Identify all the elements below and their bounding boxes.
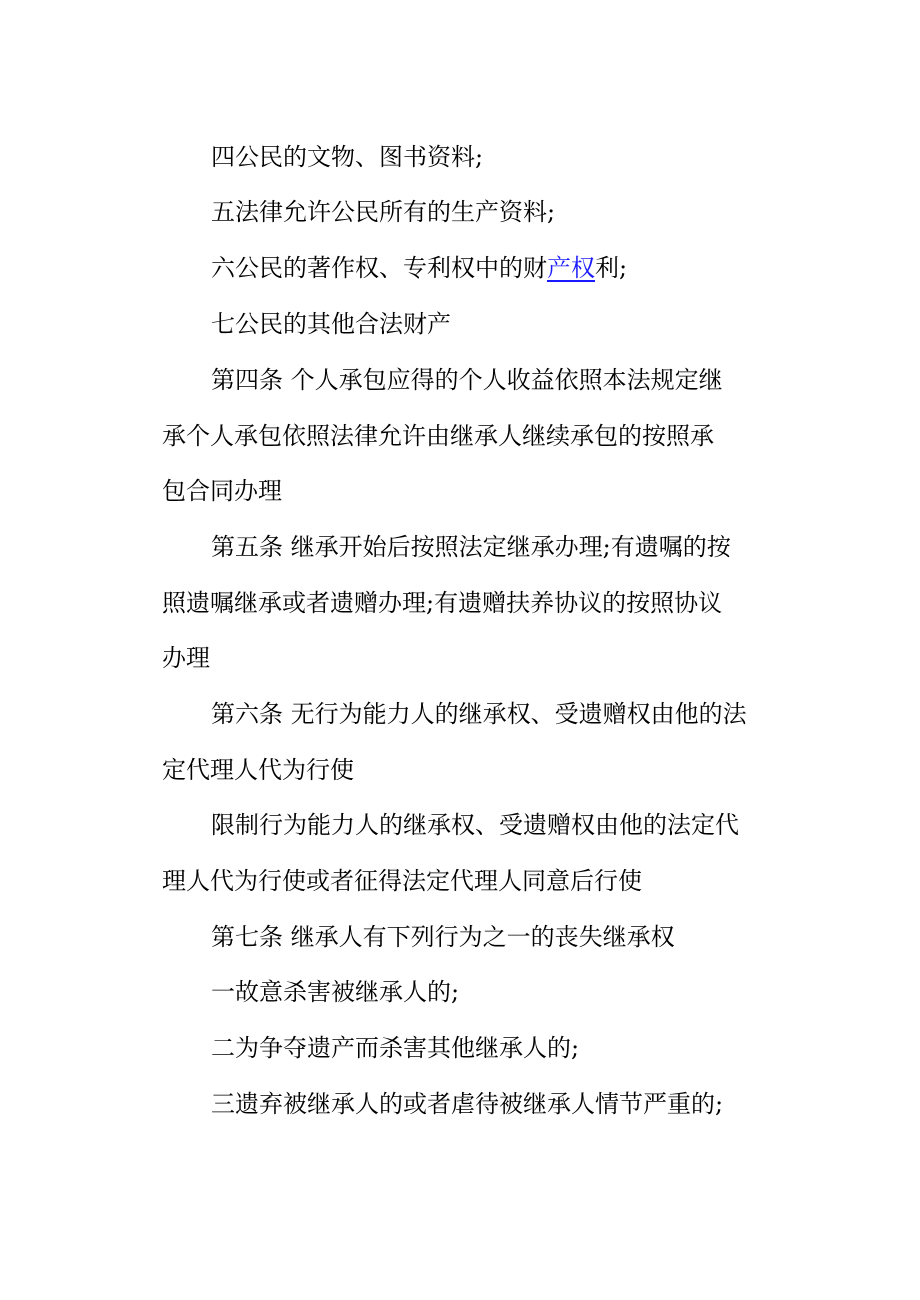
limited-capacity-line-1: 限制行为能力人的继承权、受遗赠权由他的法定代 (211, 811, 739, 839)
item-six-copyright-patent (211, 253, 627, 283)
article-four-line-2: 承个人承包依照法律允许由继承人继续承包的按照承 (162, 422, 714, 450)
item-four-cultural-relics: 四公民的文物、图书资料; (211, 143, 484, 171)
item-six-text-after: 利; (595, 254, 628, 282)
article-five-line-1: 第五条 继承开始后按照法定继承办理;有遗嘱的按 (211, 533, 731, 561)
article-five-line-3: 办理 (162, 644, 210, 672)
item-five-means-of-production: 五法律允许公民所有的生产资料; (211, 198, 556, 226)
item-six-text-before: 六公民的著作权、专利权中的财 (211, 254, 547, 282)
disqualification-item-one: 一故意杀害被继承人的; (211, 978, 460, 1006)
article-seven-heading: 第七条 继承人有下列行为之一的丧失继承权 (211, 923, 675, 951)
article-five-line-2: 照遗嘱继承或者遗赠办理;有遗赠扶养协议的按照协议 (162, 589, 723, 617)
limited-capacity-line-2: 理人代为行使或者征得法定代理人同意后行使 (162, 867, 642, 895)
item-seven-other-property: 七公民的其他合法财产 (211, 310, 451, 338)
article-six-line-1: 第六条 无行为能力人的继承权、受遗赠权由他的法 (211, 700, 747, 728)
disqualification-item-three: 三遗弃被继承人的或者虐待被继承人情节严重的; (211, 1090, 724, 1118)
disqualification-item-two: 二为争夺遗产而杀害其他继承人的; (211, 1034, 580, 1062)
article-six-line-2: 定代理人代为行使 (162, 756, 354, 784)
article-four-line-3: 包合同办理 (162, 477, 282, 505)
article-four-line-1: 第四条 个人承包应得的个人收益依照本法规定继 (211, 366, 723, 394)
property-rights-link[interactable]: 产权 (547, 254, 595, 282)
